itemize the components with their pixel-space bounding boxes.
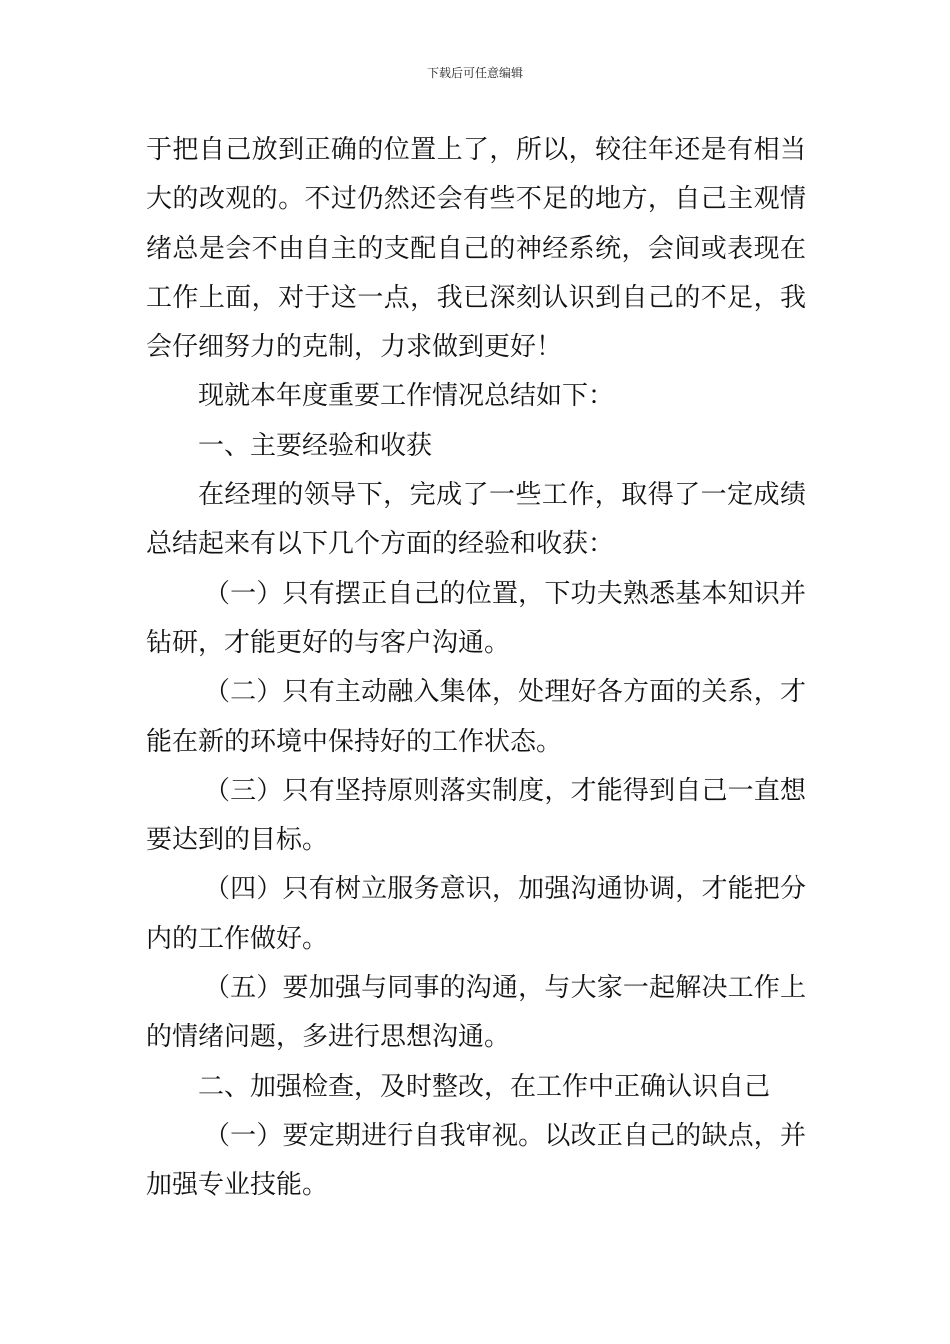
list-item-1: （一）只有摆正自己的位置，下功夫熟悉基本知识并钻研，才能更好的与客户沟通。 <box>146 578 806 658</box>
list-item-4: （四）只有树立服务意识，加强沟通协调，才能把分内的工作做好。 <box>146 874 806 954</box>
list-item-3: （三）只有坚持原则落实制度，才能得到自己一直想要达到的目标。 <box>146 775 806 856</box>
paragraph-continuation: 于把自己放到正确的位置上了，所以，较往年还是有相当大的改观的。不过仍然还会有些不足的地方，自己主观情绪总是会不由自主的支配自己的神经系统，会间或表现在工作上面，对于这一点，我已深刻认识到自己的不足，我会仔细努力的克制，力求做到更好！ <box>146 135 806 363</box>
page-header: 下载后可任意编辑 <box>426 66 523 80</box>
list-item-2: （二）只有主动融入集体，处理好各方面的关系，才能在新的环境中保持好的工作状态。 <box>146 677 806 757</box>
document-body <box>146 126 806 1211</box>
list-item-5: （五）要加强与同事的沟通，与大家一起解决工作上的情绪问题，多进行思想沟通。 <box>146 973 806 1053</box>
paragraph-experience-intro: 在经理的领导下，完成了一些工作，取得了一定成绩总结起来有以下几个方面的经验和收获： <box>146 480 806 560</box>
section-heading-1: 一、主要经验和收获 <box>198 430 433 461</box>
list-item-6: （一）要定期进行自我审视。以改正自己的缺点，并加强专业技能。 <box>146 1120 806 1201</box>
paragraph-summary-intro: 现就本年度重要工作情况总结如下： <box>198 381 615 412</box>
section-heading-2: 二、加强检查，及时整改，在工作中正确认识自己 <box>198 1071 771 1102</box>
